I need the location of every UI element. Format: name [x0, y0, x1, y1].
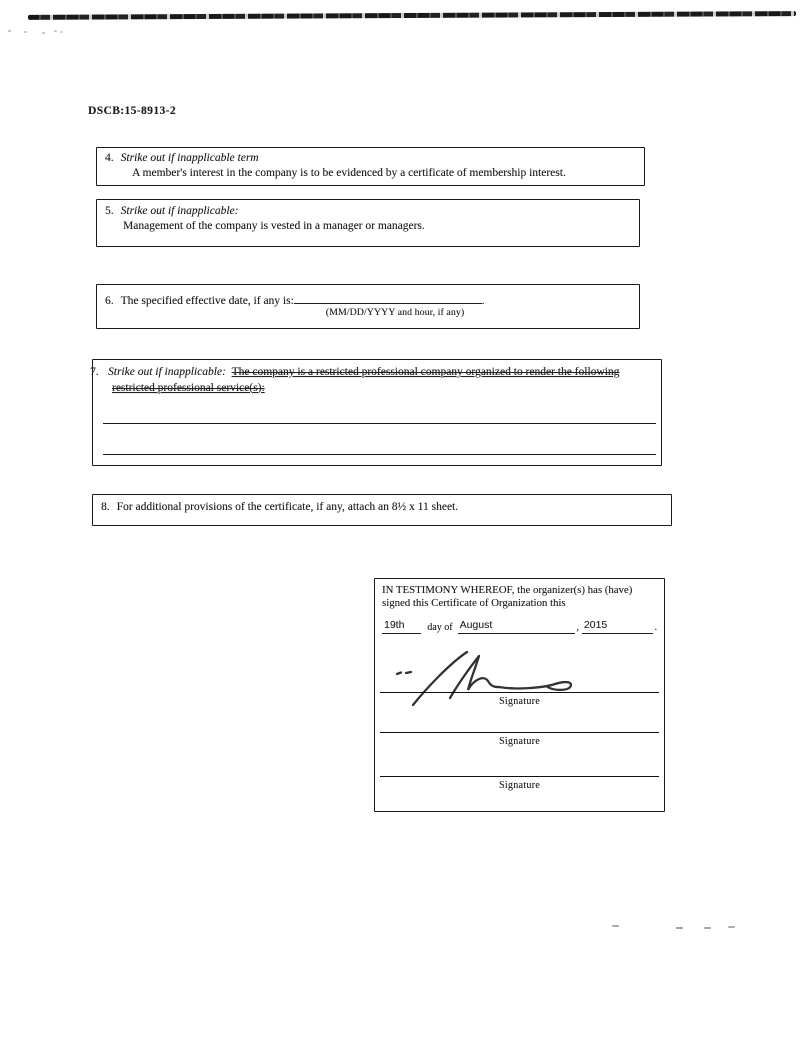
testimony-box: [374, 578, 665, 812]
section-4-instruction: Strike out if inapplicable term: [120, 152, 259, 164]
signature-line-1: [380, 692, 659, 708]
signature-label-3: Signature: [498, 780, 541, 791]
day-value-field: 19th: [382, 619, 421, 634]
date-separator: ,: [576, 622, 579, 633]
month-value-field: August: [458, 619, 576, 634]
section-7-box: 7. Strike out if inapplicable: The company is a restricted professional company organized to render the following restricted professional service(s):: [92, 359, 662, 466]
form-id: DSCB:15-8913-2: [88, 105, 177, 117]
section-5-body: Management of the company is vested in a manager or managers.: [123, 219, 425, 232]
service-write-line-2: [103, 454, 656, 455]
section-5-instruction: Strike out if inapplicable:: [120, 205, 239, 217]
section-5-number: 5.: [105, 205, 114, 217]
section-6-label: The specified effective date, if any is:: [120, 295, 294, 307]
signature-line-2: [380, 732, 659, 748]
year-value-field: 2015: [582, 619, 653, 634]
section-7-instruction: Strike out if inapplicable:: [108, 366, 226, 378]
testimony-date-row: [382, 619, 657, 634]
section-6-box: [96, 284, 640, 329]
section-4-number: 4.: [105, 152, 114, 164]
date-suffix: .: [654, 622, 657, 633]
section-6-suffix: .: [481, 295, 485, 307]
section-8-body: For additional provisions of the certificate, if any, attach an 8½ x 11 sheet.: [116, 501, 459, 513]
section-8-number: 8.: [101, 501, 110, 513]
section-5-box: [96, 199, 640, 247]
signature-line-3: [380, 776, 659, 792]
effective-date-blank-field: [294, 291, 482, 304]
signature-label-1: Signature: [498, 696, 541, 707]
service-write-line-1: [103, 423, 656, 424]
signature-label-2: Signature: [498, 736, 541, 747]
section-7-struck-text: The company is a restricted professional company organized to render the following restricted professional service(s):: [112, 366, 620, 394]
day-of-label: day of: [427, 622, 453, 633]
scan-specks-top-left: [8, 30, 11, 32]
scan-specks-bottom-right: [612, 925, 619, 927]
section-4-box: [96, 147, 645, 186]
scan-artifact-top-band: [28, 11, 796, 20]
section-6-number: 6.: [105, 295, 114, 307]
effective-date-format-hint: (MM/DD/YYYY and hour, if any): [325, 307, 465, 318]
testimony-heading: IN TESTIMONY WHEREOF, the organizer(s) has (have) signed this Certificate of Organization this: [382, 584, 633, 609]
section-8-box: [92, 494, 672, 526]
section-4-body: A member's interest in the company is to be evidenced by a certificate of membership interest.: [132, 166, 566, 179]
